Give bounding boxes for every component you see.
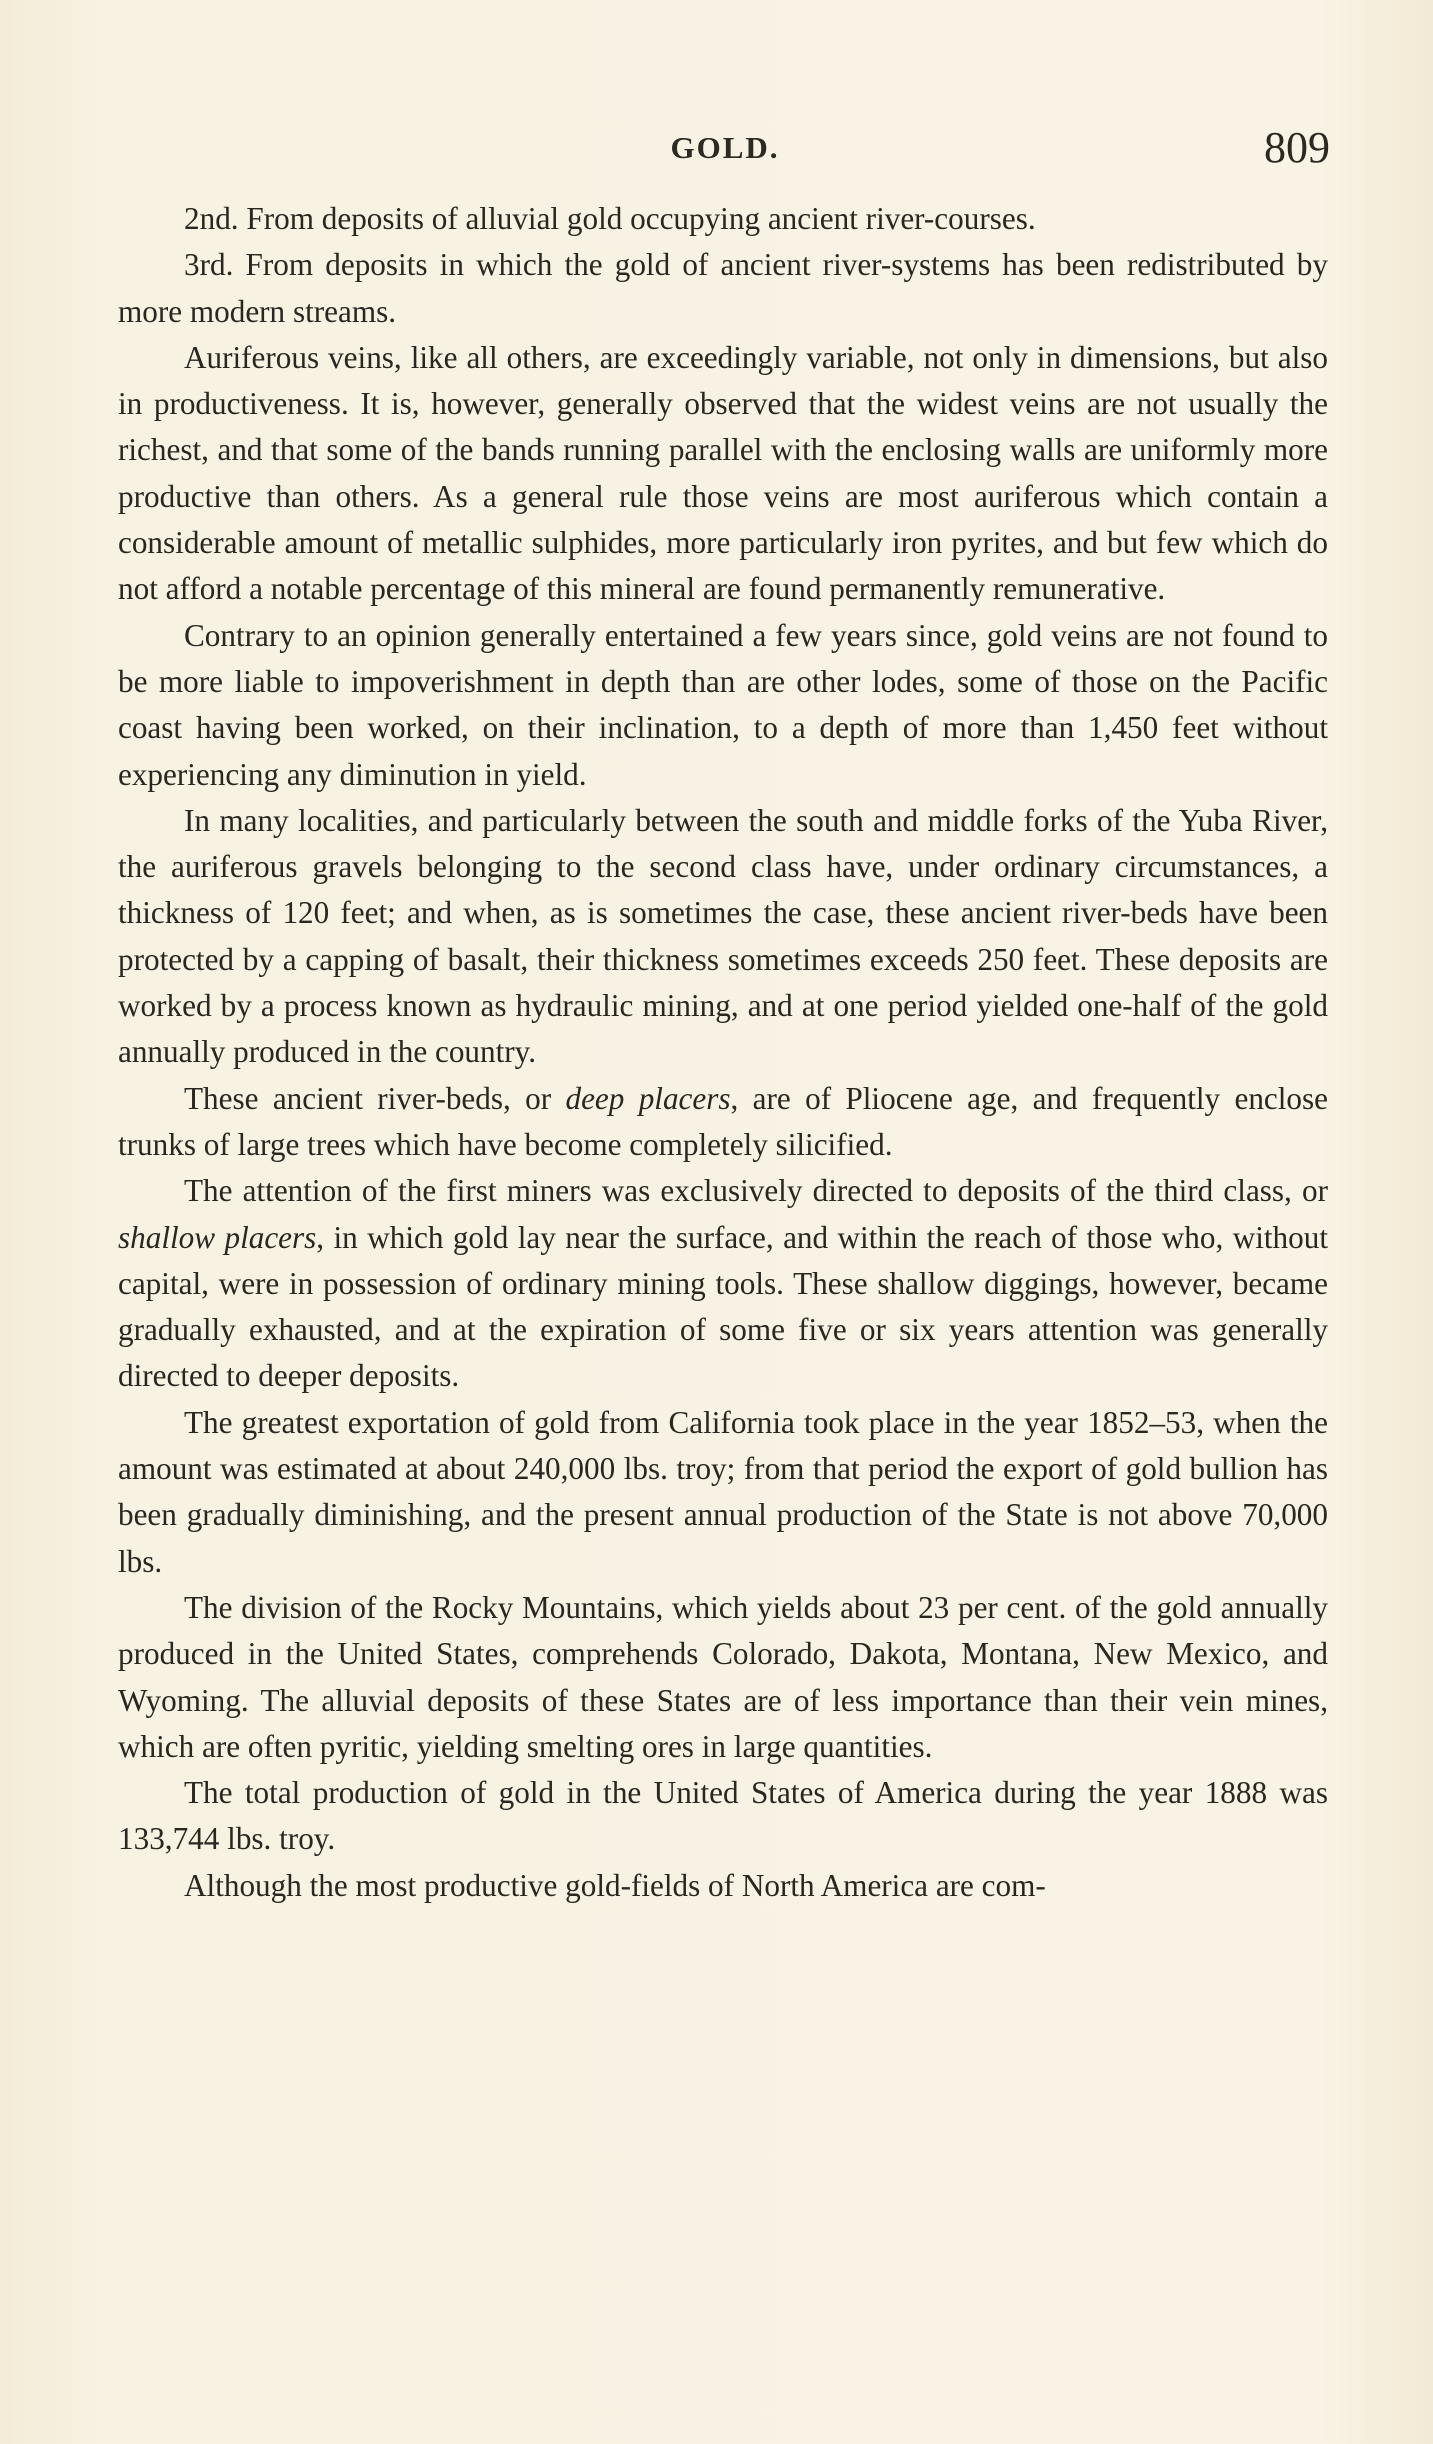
paragraph-veins-in-depth: Contrary to an opinion generally entertained a few years since, gold veins are not found to be more liable to impoverishment in depth than are other lodes, some of those on the Pacific coast having been worked, on their inclination, to a depth of more than 1,450 feet without experiencing any diminution in yield. [118, 617, 1328, 792]
paragraph-deep-placers [118, 1076, 1328, 1169]
page-number: 809 [1264, 123, 1330, 172]
body-text [118, 196, 1328, 1909]
text-run: , in which gold lay near the surface, and within the reach of those who, without capital, were in possession of ordinary mining tools. These shallow diggings, however, became gradually exhausted, and at the expiration of some five or six years attention was generally directed to deeper deposits. [118, 1219, 1328, 1394]
paragraph-california-exportation: The greatest exportation of gold from California took place in the year 1852–53, when the amount was estimated at about 240,000 lbs. troy; from that period the export of gold bullion has been gradually diminishing, and the present annual production of the State is not above 70,000 lbs. [118, 1404, 1328, 1579]
text-run: These ancient river-beds, or [184, 1080, 566, 1116]
paragraph-north-america: Although the most productive gold-fields of North America are com- [184, 1867, 1046, 1903]
text-run: , are of Pliocene age, and frequently enclose trunks of large trees which have become completely silicified. [118, 1080, 1328, 1162]
paragraph-rocky-mountains: The division of the Rocky Mountains, which yields about 23 per cent. of the gold annually produced in the United States, comprehends Colorado, Dakota, Montana, New Mexico, and Wyoming. The alluvial deposits of these States are of less importance than their vein mines, which are often pyritic, yielding smelting ores in large quantities. [118, 1589, 1328, 1764]
paragraph-third-source: 3rd. From deposits in which the gold of ancient river-systems has been redistributed by more modern streams. [118, 247, 1328, 329]
text-run: The attention of the first miners was exclusively directed to deposits of the third class, or [184, 1173, 1328, 1209]
italic-term: deep placers [565, 1080, 731, 1116]
paragraph-shallow-placers [118, 1168, 1328, 1399]
paragraph-second-source: 2nd. From deposits of alluvial gold occupying ancient river-courses. [184, 201, 1036, 236]
paragraph-total-production: The total production of gold in the United States of America during the year 1888 was 133,744 lbs. troy. [118, 1775, 1328, 1857]
paragraph-auriferous-veins: Auriferous veins, like all others, are exceedingly variable, not only in dimensions, but also in productiveness. It is, however, generally observed that the widest veins are not usually the richest, and that some of the bands running parallel with the enclosing walls are uniformly more productive than others. As a general rule those veins are most auriferous which contain a considerable amount of metallic sulphides, more particularly iron pyrites, and but few which do not afford a notable percentage of this mineral are found permanently remunerative. [118, 339, 1328, 607]
page-header [120, 122, 1330, 172]
running-head: GOLD. [670, 130, 780, 165]
italic-term: shallow placers [118, 1219, 317, 1255]
paragraph-yuba-river-gravels: In many localities, and particularly between the south and middle forks of the Yuba River, the auriferous gravels belonging to the second class have, under ordinary circumstances, a thickness of 120 feet; and when, as is sometimes the case, these ancient river-beds have been protected by a capping of basalt, their thickness sometimes exceeds 250 feet. These deposits are worked by a process known as hydraulic mining, and at one period yielded one-half of the gold annually produced in the country. [118, 802, 1328, 1070]
